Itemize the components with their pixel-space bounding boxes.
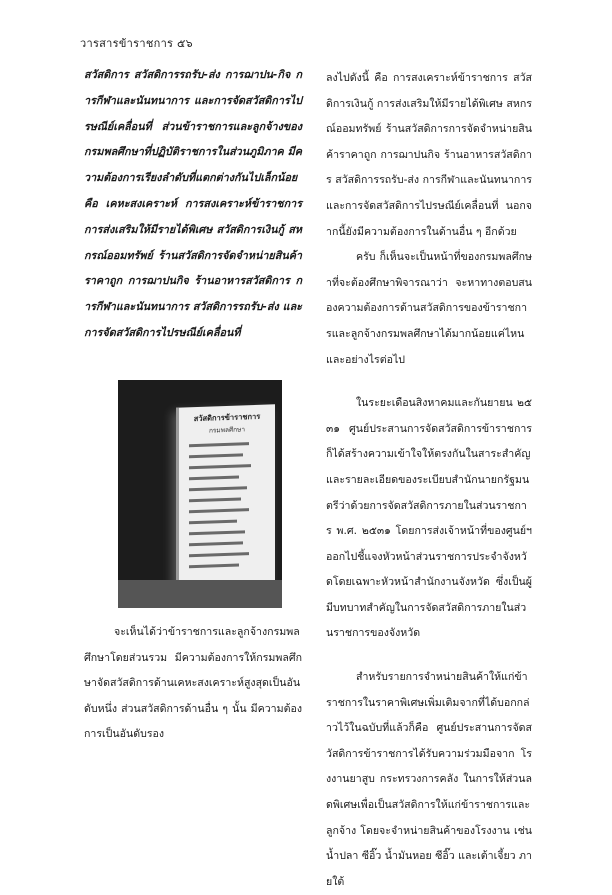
right-paragraph-3: ในระยะเดือนสิงหาคมและกันยายน ๒๕๓๑ ศูนย์ประสานการจัดสวัสดิการข้าราชการก็ได้สร้างความเข้าใจให้ตรงกันในสาระสำคัญและรายละเอียดของระเบียบสำนักนายกรัฐมนตรีว่าด้วยการจัดสวัสดิการภายในส่วนราชการ พ.ศ. ๒๕๓๑ โดยการส่งเจ้าหน้าที่ของศูนย์ฯ ออกไปชี้แจงหัวหน้าส่วนราชการประจำจังหวัดโดยเฉพาะหัวหน้าสำนักงานจังหวัด ซึ่งเป็นผู้มีบทบาทสำคัญในการจัดสวัสดิการภายในส่วนราชการของจังหวัด bbox=[326, 397, 532, 640]
signboard-line bbox=[189, 497, 241, 502]
signboard-line bbox=[189, 453, 243, 458]
right-paragraph-2: ครับ ก็เห็นจะเป็นหน้าที่ของกรมพลศึกษาที่จะต้องศึกษาพิจารณาว่า จะหาทางตอบสนองความต้องการด้านสวัสดิการของข้าราชการและลูกจ้างกรมพลศึกษาได้มากน้อยแค่ไหน และอย่างไรต่อไป bbox=[326, 251, 532, 366]
signboard-line bbox=[189, 552, 249, 557]
left-column-bottom bbox=[84, 620, 302, 748]
signboard-line bbox=[189, 520, 237, 525]
signboard-line bbox=[189, 464, 251, 469]
conclusion-paragraph: จะเห็นได้ว่าข้าราชการและลูกจ้างกรมพลศึกษาโดยส่วนรวม มีความต้องการให้กรมพลศึกษาจัดสวัสดิการด้านเคหะสงเคราะห์สูงสุดเป็นอันดับหนึ่ง ส่วนสวัสดิการด้านอื่น ๆ นั้น มีความต้องการเป็นอันดับรอง bbox=[84, 626, 302, 741]
signboard-line bbox=[189, 541, 243, 546]
signboard-line bbox=[189, 508, 249, 513]
signboard-line bbox=[189, 486, 247, 491]
right-column bbox=[326, 66, 532, 895]
right-paragraph-4: สำหรับรายการจำหน่ายสินค้าให้แก่ข้าราชการในราคาพิเศษเพิ่มเติมจากที่ได้บอกกล่าวไว้ในฉบับที่แล้วก็คือ ศูนย์ประสานการจัดสวัสดิการข้าราชการได้รับความร่วมมือจาก โรงงานยาสูบ กระทรวงการคลัง ในการให้ส่วนลดพิเศษเพื่อเป็นสวัสดิการให้แก่ข้าราชการและลูกจ้าง โดยจะจำหน่ายสินค้าของโรงงาน เช่น น้ำปลา ซีอิ๊ว น้ำมันหอย ซีอิ๊ว และเต้าเจี้ยว ภายใต้ bbox=[326, 671, 532, 888]
signboard-line bbox=[189, 530, 245, 535]
paragraph-gap bbox=[326, 647, 532, 665]
signboard-line bbox=[189, 476, 239, 481]
running-header: วารสารข้าราชการ ๕๖ bbox=[80, 37, 193, 50]
italic-paragraph: สวัสดิการ สวัสดิการรถรับ-ส่ง การฌาปน-กิจ การกีฬาและนันทนาการ และการจัดสวัสดิการไปรษณีย์เคลื่อนที่ ส่วนข้าราชการและลูกจ้างของกรมพลศึกษาที่ปฏิบัติราชการในส่วนภูมิภาค มีความต้องการเรียงลำดับที่แตกต่างกันไปเล็กน้อย คือ เคหะสงเคราะห์ การสงเคราะห์ข้าราชการ การส่งเสริมให้มีรายได้พิเศษ สวัสดิการเงินกู้ สหกรณ์ออมทรัพย์ ร้านสวัสดิการจัดจำหน่ายสินค้าราคาถูก การฌาปนกิจ ร้านอาหารสวัสดิการ การกีฬาและนันทนาการ สวัสดิการรถรับ-ส่ง และการจัดสวัสดิการไปรษณีย์เคลื่อนที่ bbox=[84, 68, 302, 339]
right-paragraph-1: ลงไปดังนี้ คือ การสงเคราะห์ข้าราชการ สวัสดิการเงินกู้ การส่งเสริมให้มีรายได้พิเศษ สหกรณ์ออมทรัพย์ ร้านสวัสดิการการจัดจำหน่ายสินค้าราคาถูก การฌาปนกิจ ร้านอาหารสวัสดิการ สวัสดิการรถรับ-ส่ง การกีฬาและนันทนาการ และการจัดสวัสดิการไปรษณีย์เคลื่อนที่ นอกจากนี้ยังมีความต้องการในด้านอื่น ๆ อีกด้วย bbox=[326, 72, 532, 238]
photo-welfare-board bbox=[118, 380, 282, 608]
signboard-line bbox=[189, 442, 249, 447]
paragraph-gap bbox=[326, 373, 532, 391]
signboard-title: สวัสดิการข้าราชการ bbox=[193, 411, 261, 424]
photo-floor bbox=[118, 580, 282, 608]
signboard-list bbox=[179, 441, 275, 568]
signboard-line bbox=[189, 564, 239, 569]
left-column bbox=[84, 62, 302, 346]
signboard bbox=[176, 404, 275, 599]
signboard-subtitle: กรมพลศึกษา bbox=[209, 425, 245, 435]
